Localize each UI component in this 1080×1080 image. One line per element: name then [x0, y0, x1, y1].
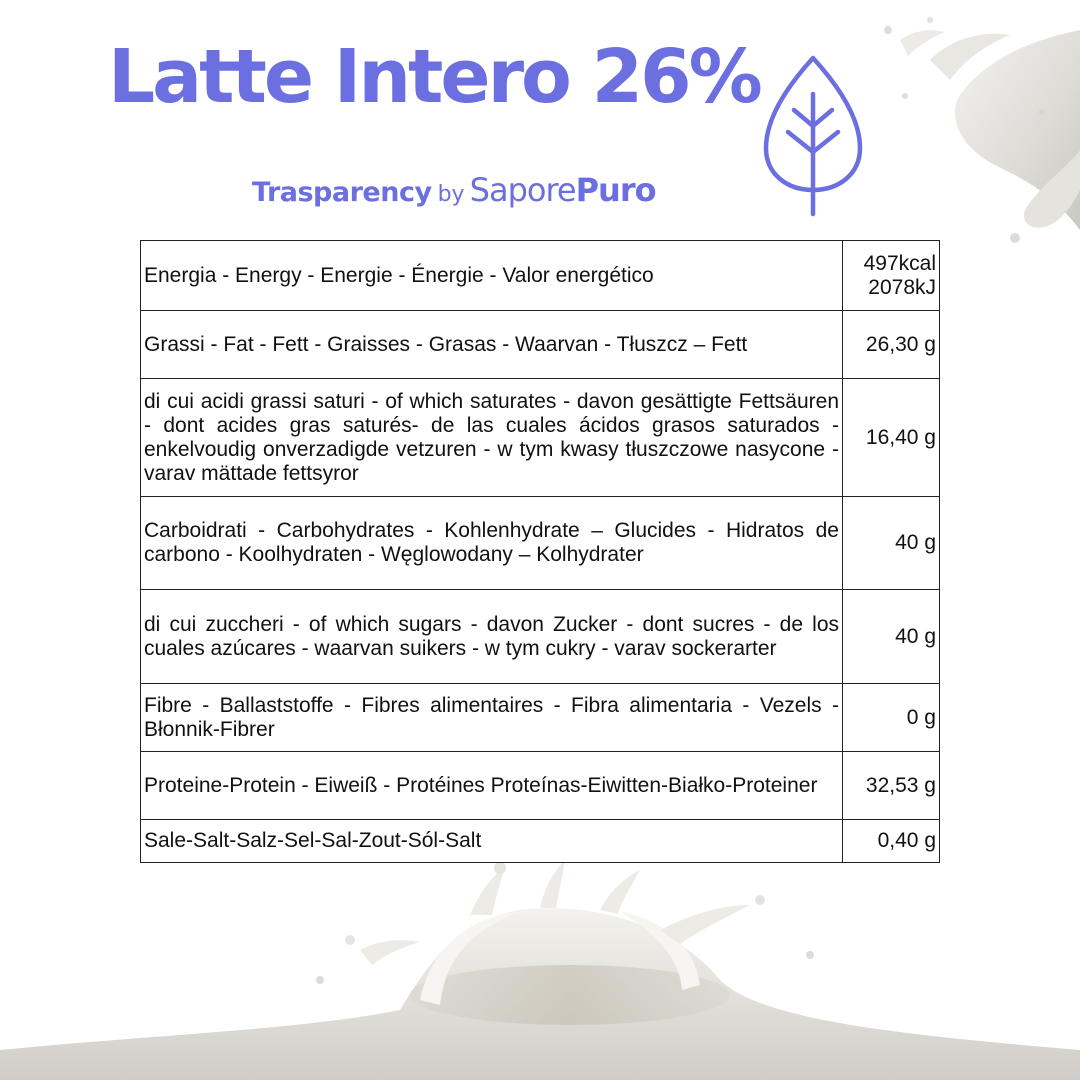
leaf-icon	[762, 54, 864, 218]
nutrient-value-energy: 497kcal 2078kJ	[843, 241, 940, 311]
nutrition-table-container	[140, 240, 940, 863]
nutrient-label-fibre: Fibre - Ballaststoffe - Fibres alimentaires - Fibra alimentaria - Vezels - Błonnik-Fibrer	[141, 684, 843, 752]
product-title: Latte Intero 26%	[108, 34, 760, 120]
brand-name-sapore: Sapore	[469, 171, 576, 209]
table-row	[141, 590, 940, 684]
nutrient-value-carbohydrates: 40 g	[843, 497, 940, 590]
nutrition-table	[140, 240, 940, 863]
table-row	[141, 752, 940, 820]
nutrient-label-saturates: di cui acidi grassi saturi - of which saturates - davon gesättigte Fettsäuren - dont acides gras saturés- de las cuales ácidos grasos saturados - enkelvoudig onverzadigde vetzuren - w tym kwasy tłuszczowe nasycone - varav mättade fettsyror	[141, 379, 843, 497]
nutrient-value-saturates: 16,40 g	[843, 379, 940, 497]
nutrient-label-carbohydrates: Carboidrati - Carbohydrates - Kohlenhydrate – Glucides - Hidratos de carbono - Koolhydraten - Węglowodany – Kolhydrater	[141, 497, 843, 590]
brand-name-puro: Puro	[575, 171, 656, 209]
milk-splash-bottom-image	[0, 860, 1080, 1080]
nutrient-label-salt: Sale-Salt-Salz-Sel-Sal-Zout-Sól-Salt	[141, 820, 843, 863]
subtitle-by: by	[437, 182, 465, 207]
table-row	[141, 311, 940, 379]
nutrient-value-fat: 26,30 g	[843, 311, 940, 379]
nutrient-label-sugars: di cui zuccheri - of which sugars - davon Zucker - dont sucres - de los cuales azúcares - waarvan suikers - w tym cukry - varav sockerarter	[141, 590, 843, 684]
table-row	[141, 820, 940, 863]
table-row	[141, 241, 940, 311]
nutrient-value-protein: 32,53 g	[843, 752, 940, 820]
table-row	[141, 379, 940, 497]
table-row	[141, 684, 940, 752]
nutrient-label-fat: Grassi - Fat - Fett - Graisses - Grasas - Waarvan - Tłuszcz – Fett	[141, 311, 843, 379]
nutrient-value-fibre: 0 g	[843, 684, 940, 752]
nutrient-value-sugars: 40 g	[843, 590, 940, 684]
nutrient-value-salt: 0,40 g	[843, 820, 940, 863]
table-row	[141, 497, 940, 590]
brand-subtitle	[252, 171, 656, 209]
subtitle-trasparency: Trasparency	[252, 177, 432, 208]
nutrient-label-protein: Proteine-Protein - Eiweiß - Protéines Proteínas-Eiwitten-Białko-Proteiner	[141, 752, 843, 820]
nutrient-label-energy: Energia - Energy - Energie - Énergie - Valor energético	[141, 241, 843, 311]
